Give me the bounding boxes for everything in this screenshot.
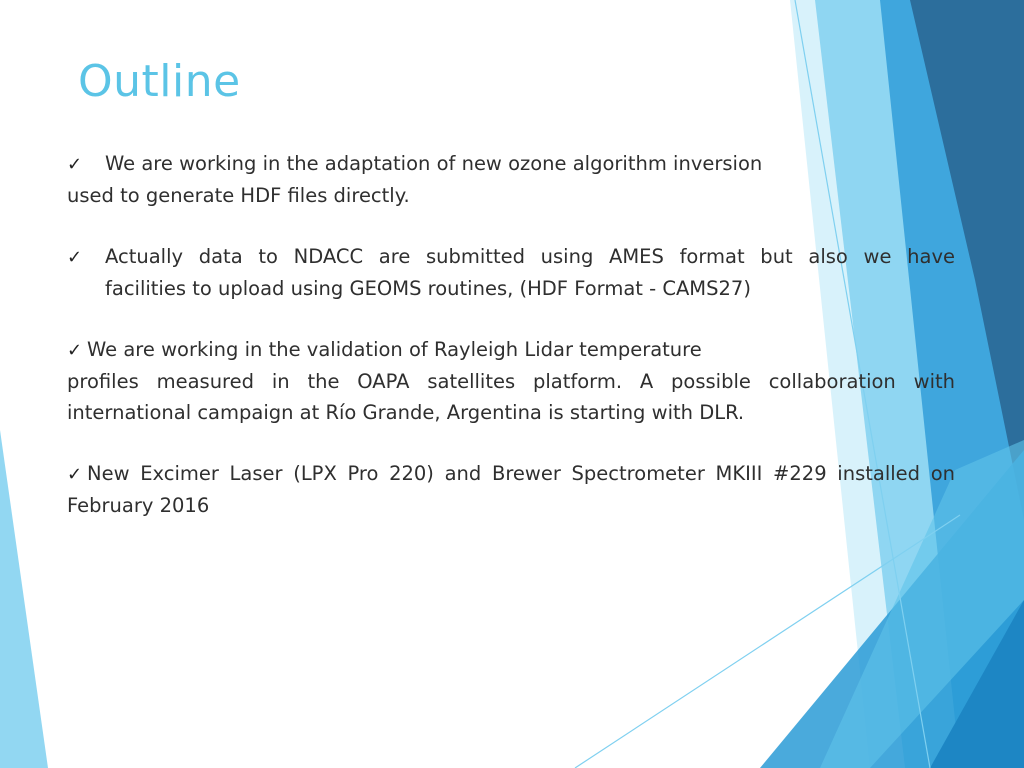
- bullet-line: profiles measured in the OAPA satellites platform. A possible collaboration with: [67, 370, 955, 393]
- checkmark-icon: ✓: [67, 340, 83, 361]
- bullet-line: February 2016: [67, 494, 210, 517]
- checkmark-icon: ✓: [67, 464, 83, 485]
- checkmark-icon: ✓: [67, 247, 83, 268]
- bullet-line: [67, 334, 955, 366]
- bullet-item: [67, 458, 955, 521]
- bullet-text: We are working in the validation of Rayleigh Lidar temperature: [87, 338, 702, 361]
- bullet-line: [67, 458, 955, 490]
- bullet-list: [67, 148, 955, 551]
- bullet-line: [67, 241, 955, 273]
- bullet-line: international campaign at Río Grande, Argentina is starting with DLR.: [67, 401, 745, 424]
- slide-title: Outline: [78, 56, 241, 107]
- bullet-line: facilities to upload using GEOMS routines, (HDF Format - CAMS27): [105, 277, 751, 300]
- left-edge-stripe: [0, 430, 48, 768]
- bullet-line: used to generate HDF files directly.: [67, 184, 410, 207]
- bullet-text: We are working in the adaptation of new ozone algorithm inversion: [105, 152, 763, 175]
- bullet-line: [67, 148, 955, 180]
- bullet-item: [67, 334, 955, 428]
- bullet-item: [67, 241, 955, 304]
- bullet-text: Actually data to NDACC are submitted using AMES format but also we have: [105, 245, 955, 268]
- bullet-text: New Excimer Laser (LPX Pro 220) and Brewer Spectrometer MKIII #229 installed on: [87, 462, 955, 485]
- bullet-item: [67, 148, 955, 211]
- checkmark-icon: ✓: [67, 154, 83, 175]
